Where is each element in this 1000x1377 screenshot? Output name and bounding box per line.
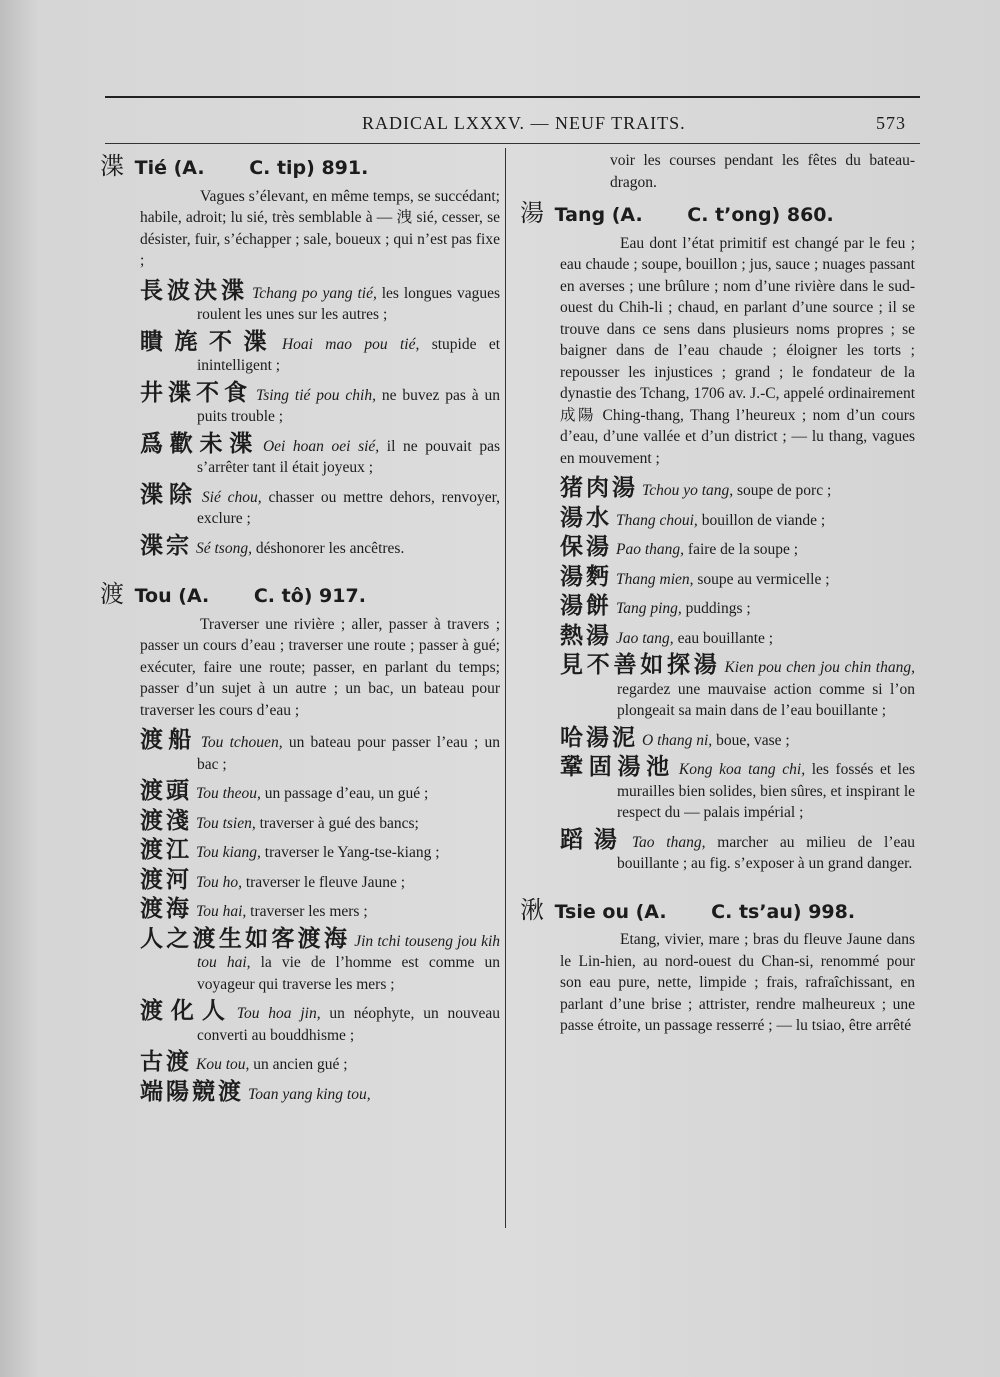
example-translation: un ancien gué ; [253, 1056, 348, 1073]
example-entry [520, 563, 915, 591]
example-chinese: 渡河 [140, 866, 192, 892]
example-romanization: Tsing tié pou chih, [256, 386, 376, 404]
example-chinese: 見不善如探湯 [560, 652, 721, 677]
example-translation: eau bouillante ; [677, 629, 774, 647]
example-chinese: 端陽競渡 [140, 1078, 244, 1104]
example-chinese: 長波決渫 [140, 277, 249, 303]
example-romanization: Tou hai, [196, 903, 247, 920]
example-romanization: O thang ni, [642, 731, 713, 749]
example-translation: stupide et inintelligent ; [197, 335, 501, 374]
example-chinese: 渡頭 [140, 778, 192, 803]
example-translation: marcher au milieu de l’eau bouillante ; au fig. s’exposer à un grand danger. [617, 833, 915, 872]
entry-code: C. tip) 891. [249, 157, 369, 179]
column-divider [505, 148, 506, 1228]
entry-code: C. tô) 917. [253, 585, 366, 607]
example-translation: traverser à gué des bancs; [259, 814, 419, 832]
example-entry [100, 328, 501, 377]
example-romanization: Tou hoa jin, [236, 1005, 321, 1022]
example-chinese: 渡海 [140, 896, 192, 921]
example-list [520, 477, 915, 875]
entry-romanization: Tang (A. [554, 204, 643, 226]
example-romanization: Tao thang, [631, 833, 706, 851]
example-translation: soupe au vermicelle ; [697, 570, 830, 588]
example-romanization: Sié chou, [201, 488, 262, 506]
example-entry [520, 595, 915, 620]
example-entry [100, 532, 500, 560]
example-translation: soupe de porc ; [737, 482, 832, 499]
example-chinese: 猪肉湯 [560, 475, 638, 500]
example-chinese: 渫宗 [140, 532, 192, 558]
example-romanization: Pao thang, [616, 541, 685, 558]
entry-heading [520, 199, 915, 227]
entry-heading [520, 895, 915, 924]
example-translation: un passage d’eau, un gué ; [264, 785, 429, 802]
top-rule [105, 96, 920, 98]
entry-definition: Vagues s’élevant, en même temps, se succédant; habile, adroit; lu sié, très semblable à — 洩 sié, cesser, se désister, fuir, s’échapper ; sale, boueux ; qui n’est pas fixe ; [140, 187, 500, 269]
example-translation: déshonorer les ancêtres. [255, 539, 405, 557]
example-chinese: 保湯 [560, 534, 612, 559]
example-translation: chasser ou mettre dehors, renvoyer, exclure ; [197, 488, 500, 527]
example-translation: il ne pouvait pas s’arrêter tant il était joyeux ; [197, 437, 500, 476]
example-romanization: Toan yang king tou, [248, 1085, 371, 1103]
example-entry [100, 898, 500, 923]
example-chinese: 渡淺 [140, 807, 192, 833]
example-translation: puddings ; [685, 600, 751, 617]
example-translation: la vie de l’homme est comme un voyageur qui traverse les mers ; [197, 954, 500, 993]
entry-romanization: Tou (A. [134, 585, 210, 607]
example-entry [100, 277, 501, 326]
example-romanization: Tou kiang, [196, 844, 261, 861]
example-translation: les longues vagues roulent les unes sur les autres ; [197, 284, 501, 323]
example-romanization: Hoai mao pou tié, [281, 335, 420, 353]
example-translation: un bateau pour passer l’eau ; un bac ; [197, 734, 501, 773]
example-translation: boue, vase ; [716, 731, 790, 749]
example-romanization: Thang choui, [616, 511, 698, 529]
example-entry [100, 379, 501, 428]
example-entry [520, 826, 915, 875]
example-translation: les fossés et les murailles bien solides, bien sûres, et inspirant le respect du — palais impérial ; [617, 761, 916, 821]
example-chinese: 蹈湯 [560, 826, 628, 852]
example-chinese: 渡化人 [140, 998, 233, 1023]
example-romanization: Kien pou chen jou chin thang, [724, 659, 915, 676]
example-romanization: Tou tchouen, [200, 734, 283, 751]
example-entry [520, 504, 915, 532]
example-romanization: Kong koa tang chi, [678, 761, 806, 778]
example-translation: traverser les mers ; [250, 903, 368, 920]
example-romanization: Sé tsong, [196, 539, 252, 557]
entry-romanization: Tsie ou (A. [554, 900, 667, 923]
header-rule [105, 143, 920, 144]
example-romanization: Jao tang, [616, 629, 674, 647]
entry-definition: Eau dont l’état primitif est changé par le feu ; eau chaude ; soupe, bouillon ; jus, sauce ; nuages passant en averses ; une brûlure ; nom d’une rivière dans le sud-ouest du Chih-li ; chaud, en parlant d’une source ; il se trouve dans ce sens dans plusieurs noms propres ; se baigner dans de l’eau chaude ; éloigner les torts ; repousser les injustices ; grand ; le fondateur de la dynastie des Tchang, 1706 av. J.-C, appelé ordinairement 成陽 Ching-thang, Thang l’heureux ; nom d’un cours d’eau, d’une vallée et d’un district ; — lu thang, vagues en mouvement ; [560, 234, 915, 467]
example-entry [100, 780, 500, 805]
left-column [100, 150, 500, 1110]
example-romanization: Tou tsien, [196, 814, 256, 832]
example-entry [100, 866, 500, 894]
example-romanization: Tou theou, [196, 785, 261, 802]
example-romanization: Tchang po yang tié, [252, 284, 377, 302]
entry-character: 湯 [520, 199, 544, 227]
example-entry [520, 756, 915, 824]
example-romanization: Tang ping, [616, 600, 682, 617]
example-list [100, 277, 501, 560]
entry-heading [100, 152, 500, 180]
example-romanization: Tchou yo tang, [642, 482, 734, 499]
example-chinese: 渡船 [140, 727, 197, 752]
example-chinese: 古渡 [140, 1049, 192, 1074]
example-entry [520, 724, 915, 752]
example-chinese: 瞶旄不渫 [140, 328, 278, 354]
continued-text: voir les courses pendant les fêtes du bateau-dragon. [610, 152, 915, 191]
example-chinese: 爲歡未渫 [140, 430, 259, 456]
example-chinese: 湯麪 [560, 563, 612, 589]
example-translation: regardez une mauvaise action comme si l’on plongeait sa main dans de l’eau bouillante ; [617, 680, 915, 719]
example-translation: ne buvez pas à un puits trouble ; [197, 386, 501, 425]
example-translation: traverser le Yang-tse-kiang ; [264, 844, 440, 861]
example-entry [100, 807, 500, 835]
example-translation: traverser le fleuve Jaune ; [245, 873, 406, 891]
example-entry [100, 1000, 500, 1046]
entry-character: 湫 [520, 895, 544, 924]
entry-romanization: Tié (A. [134, 157, 205, 179]
entry-heading [100, 580, 500, 608]
entry-code: C. ts’au) 998. [711, 900, 856, 923]
example-entry [520, 477, 915, 502]
example-list [100, 729, 500, 1105]
example-entry [100, 925, 501, 996]
entry-code: C. t’ong) 860. [687, 204, 834, 226]
example-chinese: 熱湯 [560, 622, 612, 648]
page-number: 573 [876, 113, 906, 133]
running-header: RADICAL LXXXV. — NEUF TRAITS. [362, 113, 686, 133]
example-entry [520, 654, 915, 722]
example-chinese: 渫除 [140, 481, 198, 507]
example-chinese: 人之渡生如客渡海 [140, 925, 351, 951]
example-chinese: 湯水 [560, 504, 612, 530]
right-column [520, 150, 915, 1045]
example-romanization: Thang mien, [616, 570, 694, 588]
example-translation: faire de la soupe ; [687, 541, 799, 558]
example-romanization: Kou tou, [196, 1056, 250, 1073]
example-entry [100, 1078, 500, 1106]
example-entry [100, 481, 500, 530]
example-translation: un néophyte, un nouveau converti au bouddhisme ; [197, 1005, 501, 1044]
entry-character: 渡 [100, 580, 124, 608]
example-romanization: Oei hoan oei sié, [262, 437, 380, 455]
entry-definition: Etang, vivier, mare ; bras du fleuve Jaune dans le Lin-hien, au nord-ouest du Chan-si, renommé pour son eau pure, nette, limpide ; frais, rafraîchissant, en parlant d’une brise ; attrister, rendre malheureux ; une passe étroite, un passage resserré ; — lu tsiao, être arrêté [560, 931, 915, 1034]
example-entry [100, 729, 500, 775]
example-chinese: 井渫不食 [140, 379, 252, 405]
example-chinese: 渡江 [140, 837, 192, 862]
example-translation: bouillon de viande ; [701, 511, 826, 529]
example-romanization: Jin tchi touseng jou kih tou hai, [197, 932, 501, 971]
example-romanization: Tou ho, [196, 873, 242, 891]
example-entry [520, 622, 915, 650]
example-entry [100, 839, 500, 864]
example-chinese: 鞏固湯池 [560, 754, 675, 779]
example-chinese: 哈湯泥 [560, 724, 638, 750]
entry-definition: Traverser une rivière ; aller, passer à travers ; passer un cours d’eau ; traverser une route ; passer à gué; exécuter, faire une route; passer, en parlant du temps; passer d’un sujet à un autre ; un bac, un bateau pour traverser les cours d’eau ; [140, 615, 500, 719]
example-entry [100, 430, 500, 479]
entry-character: 渫 [100, 152, 124, 180]
example-chinese: 湯餅 [560, 593, 612, 618]
example-entry [520, 536, 915, 561]
example-entry [100, 1051, 500, 1076]
